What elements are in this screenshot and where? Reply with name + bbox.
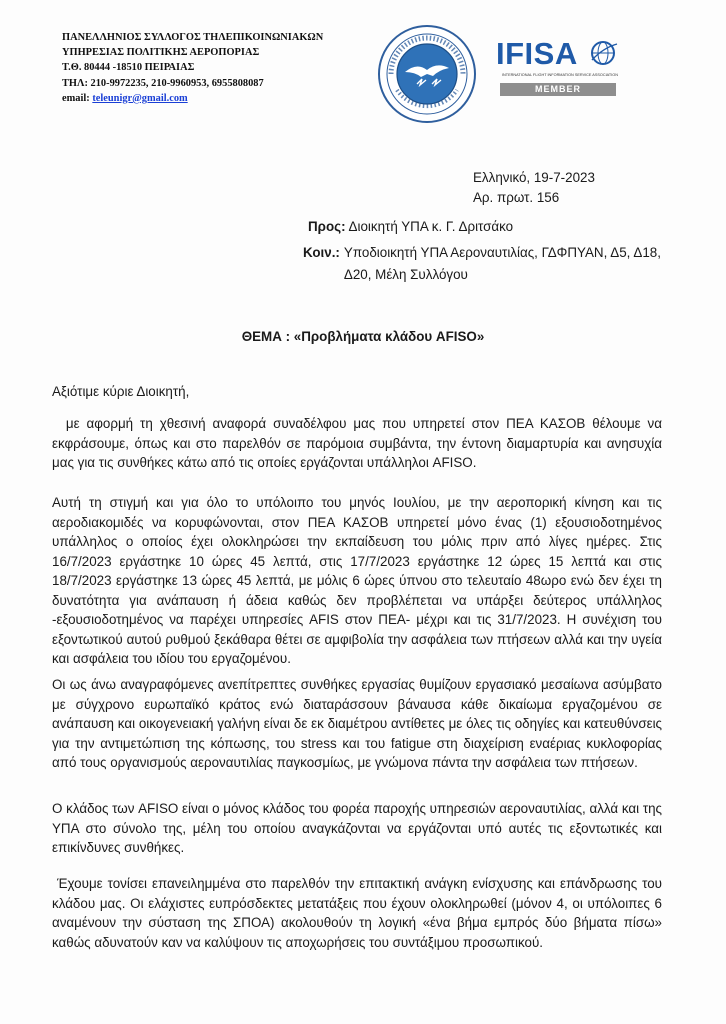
- email-link[interactable]: teleunigr@gmail.com: [92, 92, 188, 104]
- to-line: [308, 216, 513, 238]
- org-phones: ΤΗΛ: 210-9972235, 210-9960953, 6955808087: [62, 77, 264, 89]
- org-email-row: [62, 91, 323, 106]
- subject-line: ΘΕΜΑ : «Προβλήματα κλάδου AFISO»: [241, 329, 485, 344]
- org-name: ΠΑΝΕΛΛΗΝΙΟΣ ΣΥΛΛΟΓΟΣ ΤΗΛΕΠΙΚΟΙΝΩΝΙΑΚΩΝ: [62, 32, 324, 43]
- date-block: [473, 168, 595, 208]
- email-label: email:: [62, 92, 90, 104]
- letterhead: [62, 30, 323, 106]
- salutation: Αξιότιμε κύριε Διοικητή,: [52, 384, 190, 399]
- cc-line: [303, 242, 663, 286]
- paragraph-1: με αφορμή τη χθεσινή αναφορά συναδέλφου μας που υπηρετεί στον ΠΕΑ ΚΑΣΟΒ θέλουμε να εκφράσουμε, όπως και στο παρελθόν σε παρόμοια συμβάντα, την έντονη διαμαρτυρία και ανησυχία μας για τις συνθήκες κάτω από τις οποίες εργάζονται υπάλληλοι AFISO.: [52, 416, 666, 470]
- org-name-line-2: ΥΠΗΡΕΣΙΑΣ ΠΟΛΙΤΙΚΗΣ ΑΕΡΟΠΟΡΙΑΣ: [62, 47, 260, 59]
- cc-label: Κοιν.:: [303, 245, 340, 260]
- paragraph-5: Έχουμε τονίσει επανειλημμένα στο παρελθόν την επιτακτική ανάγκη ενίσχυσης και επάνδρωσης του κλάδου μας. Οι ελάχιστες ευπρόσδεκτες μετατάξεις που έχουν ολοκληρωθεί (μόνον 4, οι υπόλοιπες 6 αναμένουν την σύσταση της ΣΠΟΑ) ακολουθούν τη λογική «ένα βήμα εμπρός δύο βήματα πίσω» καθώς αδυνατούν καν να καλύψουν τις αποχωρήσεις του συντάξιμου προσωπικού.: [52, 876, 666, 950]
- to-value: Διοικητή ΥΠΑ κ. Γ. Δριτσάκο: [348, 219, 514, 234]
- ifisa-brand: IFISA: [496, 36, 578, 71]
- to-label: Προς:: [308, 219, 346, 234]
- union-seal-icon: [377, 24, 477, 124]
- paragraph-2: Αυτή τη στιγμή και για όλο το υπόλοιπο του μηνός Ιουλίου, με την αεροπορική κίνηση και τις αεροδιακομιδές να κορυφώνονται, στον ΠΕΑ ΚΑΣΟΒ υπηρετεί μόνο ένας (1) εξουσιοδοτημένος υπάλληλος ο οποίος έχει ολοκληρώσει την εκπαίδευση του μόλις πριν από λίγες ημέρες. Στις 16/7/2023 εργάστηκε 10 ώρες 45 λεπτά, στις 17/7/2023 εργάστηκε 12 ώρες 15 λεπτά και στις 18/7/2023 εργάστηκε 13 ώρες 45 λεπτά, με μόλις 6 ώρες ύπνου στο τελευταίο 48ωρο ενώ δεν έχει τη δυνατότητα για ανάπαυση ή άδεια καθώς δεν προβλέπεται να υπάρξει δεύτερος υπάλληλος -εξουσιοδοτημένος να παρέχει υπηρεσίες AFIS στον ΠΕΑ- μέχρι και τις 31/7/2023. Η συνέχιση του εξοντωτικού αυτού ρυθμού ξεκάθαρα θέτει σε αμφιβολία την ασφάλεια των πτήσεων αλλά και την υγεία και ασφάλεια του ιδίου του εργαζομένου.: [52, 495, 662, 666]
- ifisa-tagline: INTERNATIONAL FLIGHT INFORMATION SERVICE ASSOCIATION: [502, 73, 618, 77]
- ref-number: Αρ. πρωτ. 156: [473, 190, 560, 205]
- globe-icon: [588, 38, 618, 68]
- place-date: Ελληνικό, 19-7-2023: [473, 170, 595, 185]
- org-address: Τ.Θ. 80444 -18510 ΠΕΙΡΑΙΑΣ: [62, 62, 195, 74]
- paragraph-3: Οι ως άνω αναγραφόμενες ανεπίτρεπτες συνθήκες εργασίας θυμίζουν εργασιακό μεσαίωνα ασύμβατο με σύγχρονο ευρωπαϊκό κράτος ενώ διαταράσσουν βάναυσα κάθε δικαίωμα εργαζομένου σε ανάπαυση και οικογενειακή γαλήνη είναι δε εκ διαμέτρου αντίθετες με όλες τις οδηγίες και κατευθύνσεις για την αντιμετώπιση της κόπωσης, του stress και του fatigue στη διαχείριση εναέριας κυκλοφορίας από τους οργανισμούς αεροναυτιλίας παγκοσμίως, με γνώμονα πάντα την ασφάλεια των πτήσεων.: [52, 677, 662, 770]
- paragraph-4: Ο κλάδος των AFISO είναι ο μόνος κλάδος του φορέα παροχής υπηρεσιών αεροναυτιλίας, αλλά και της ΥΠΑ στο σύνολο της, μέλη του οποίου αναγκάζονται να εργάζονται υπό αυτές τις εξοντωτικές και επικίνδυνες συνθήκες.: [52, 801, 663, 855]
- ifisa-logo: [496, 34, 618, 98]
- member-badge: MEMBER: [500, 83, 616, 96]
- cc-value: Υποδιοικητή ΥΠΑ Αεροναυτιλίας, ΓΔΦΠΥΑΝ, Δ5, Δ18, Δ20, Μέλη Συλλόγου: [343, 245, 661, 282]
